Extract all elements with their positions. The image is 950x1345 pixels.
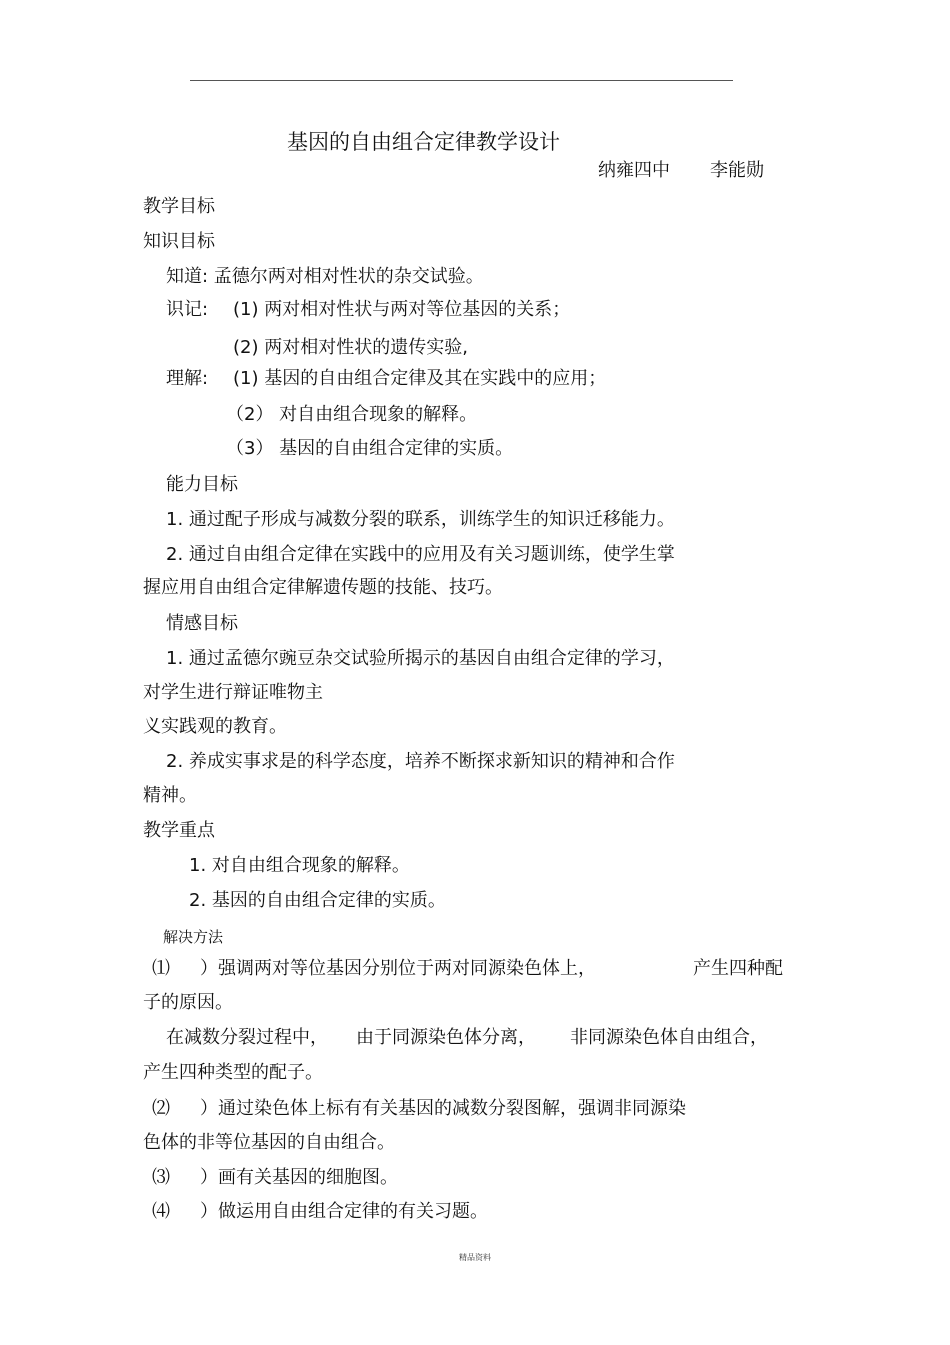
method-3-number: ⑶	[152, 1167, 170, 1188]
understand-label: 理解:	[166, 368, 209, 389]
header-rule	[190, 80, 733, 81]
understand-item-1: (1) 基因的自由组合定律及其在实践中的应用；	[233, 368, 607, 389]
emotion-item-1: 1. 通过孟德尔豌豆杂交试验所揭示的基因自由组合定律的学习，	[166, 648, 675, 669]
memorize-item-1: (1) 两对相对性状与两对等位基因的关系；	[233, 299, 571, 320]
heading-goals: 教学目标	[143, 196, 215, 217]
emotion-item-2: 2. 养成实事求是的科学态度，培养不断探求新知识的精神和合作	[166, 751, 675, 772]
emotion-item-1-cont2: 义实践观的教育。	[143, 716, 287, 737]
method-3-text: ）画有关基因的细胞图。	[200, 1167, 398, 1188]
author-school: 纳雍四中	[598, 160, 670, 181]
method-4-text: ）做运用自由组合定律的有关习题。	[200, 1201, 488, 1222]
page-footer: 精品资料	[459, 1253, 491, 1262]
method-2-text: ）通过染色体上标有有关基因的减数分裂图解，强调非同源染	[200, 1098, 686, 1119]
know-line: 知道: 孟德尔两对相对性状的杂交试验。	[166, 266, 484, 287]
memorize-label: 识记:	[166, 299, 209, 320]
key-item-1: 1. 对自由组合现象的解释。	[189, 855, 410, 876]
document-title: 基因的自由组合定律教学设计	[287, 130, 560, 154]
ability-item-2: 2. 通过自由组合定律在实践中的应用及有关习题训练，使学生掌	[166, 544, 675, 565]
method-1-text-end: 产生四种配	[693, 958, 783, 979]
method-1-detail-a: 在减数分裂过程中，	[166, 1027, 328, 1048]
method-1-number: ⑴	[152, 958, 170, 979]
method-1-text: ）强调两对等位基因分别位于两对同源染色体上，	[200, 958, 596, 979]
method-2-cont: 色体的非等位基因的自由组合。	[143, 1132, 395, 1153]
method-2-number: ⑵	[152, 1098, 170, 1119]
emotion-item-2-cont: 精神。	[143, 785, 197, 806]
ability-item-2-cont: 握应用自由组合定律解遗传题的技能、技巧。	[143, 577, 503, 598]
method-1-cont: 子的原因。	[143, 992, 233, 1013]
method-1-detail-end: 产生四种类型的配子。	[143, 1062, 323, 1083]
memorize-item-2: (2) 两对相对性状的遗传实验,	[233, 337, 468, 358]
ability-item-1: 1. 通过配子形成与减数分裂的联系，训练学生的知识迁移能力。	[166, 509, 675, 530]
author-name: 李能勋	[710, 160, 764, 181]
method-1-detail-c: 非同源染色体自由组合，	[570, 1027, 768, 1048]
heading-method: 解决方法	[163, 928, 224, 946]
key-item-2: 2. 基因的自由组合定律的实质。	[189, 890, 446, 911]
method-4-number: ⑷	[152, 1201, 170, 1222]
heading-knowledge: 知识目标	[143, 231, 215, 252]
heading-emotion: 情感目标	[166, 613, 238, 634]
understand-item-2: （2） 对自由组合现象的解释。	[226, 404, 478, 425]
method-1-detail-b: 由于同源染色体分离，	[356, 1027, 536, 1048]
emotion-item-1-cont: 对学生进行辩证唯物主	[143, 682, 323, 703]
understand-item-3: （3） 基因的自由组合定律的实质。	[226, 438, 514, 459]
heading-key: 教学重点	[143, 820, 215, 841]
heading-ability: 能力目标	[166, 474, 238, 495]
